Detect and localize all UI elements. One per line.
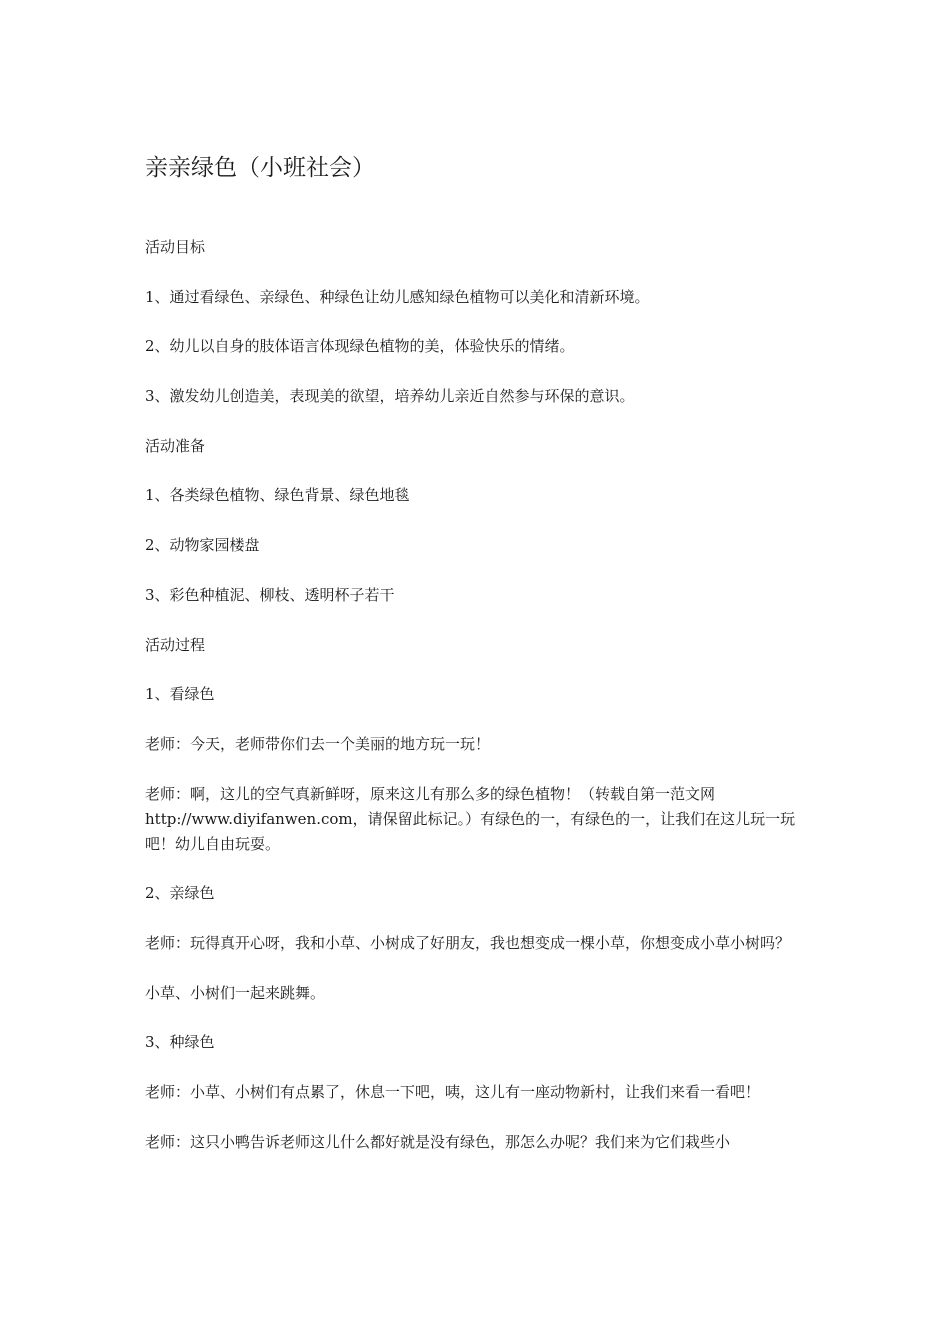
section-heading-goals: 活动目标	[145, 238, 206, 256]
process-step-3-heading: 3、种绿色	[145, 1033, 215, 1052]
preparation-item-1: 1、各类绿色植物、绿色背景、绿色地毯	[145, 486, 410, 505]
process-paragraph: 老师：这只小鸭告诉老师这儿什么都好就是没有绿色，那怎么办呢？我们来为它们栽些小	[145, 1132, 731, 1151]
process-paragraph: 老师：玩得真开心呀，我和小草、小树成了好朋友，我也想变成一棵小草，你想变成小草小树吗？	[145, 933, 791, 952]
preparation-item-3: 3、彩色种植泥、柳枝、透明杯子若干	[145, 585, 395, 604]
process-paragraph: 老师：小草、小树们有点累了，休息一下吧，咦，这儿有一座动物新村，让我们来看一看吧！	[145, 1083, 761, 1101]
section-heading-process: 活动过程	[145, 635, 206, 654]
goal-item-1: 1、通过看绿色、亲绿色、种绿色让幼儿感知绿色植物可以美化和清新环境。	[145, 287, 650, 306]
process-paragraph: 小草、小树们一起来跳舞。	[145, 983, 326, 1002]
process-paragraph: 老师：啊，这儿的空气真新鲜呀，原来这儿有那么多的绿色植物！（转载自第一范文网http://www.diyifanwen.com，请保留此标记。）有绿色的一，有绿色的一，让我们在这儿玩一玩吧！幼儿自由玩耍。	[145, 784, 796, 853]
process-step-1-heading: 1、看绿色	[145, 685, 215, 704]
goal-item-2: 2、幼儿以自身的肢体语言体现绿色植物的美，体验快乐的情绪。	[145, 337, 575, 356]
process-paragraph: 老师：今天，老师带你们去一个美丽的地方玩一玩！	[145, 734, 491, 753]
document-title: 亲亲绿色（小班社会）	[145, 155, 375, 181]
document-body	[145, 235, 810, 1179]
preparation-item-2: 2、动物家园楼盘	[145, 536, 260, 555]
process-step-2-heading: 2、亲绿色	[145, 884, 215, 903]
goal-item-3: 3、激发幼儿创造美，表现美的欲望，培养幼儿亲近自然参与环保的意识。	[145, 387, 635, 406]
section-heading-preparation: 活动准备	[145, 436, 206, 455]
